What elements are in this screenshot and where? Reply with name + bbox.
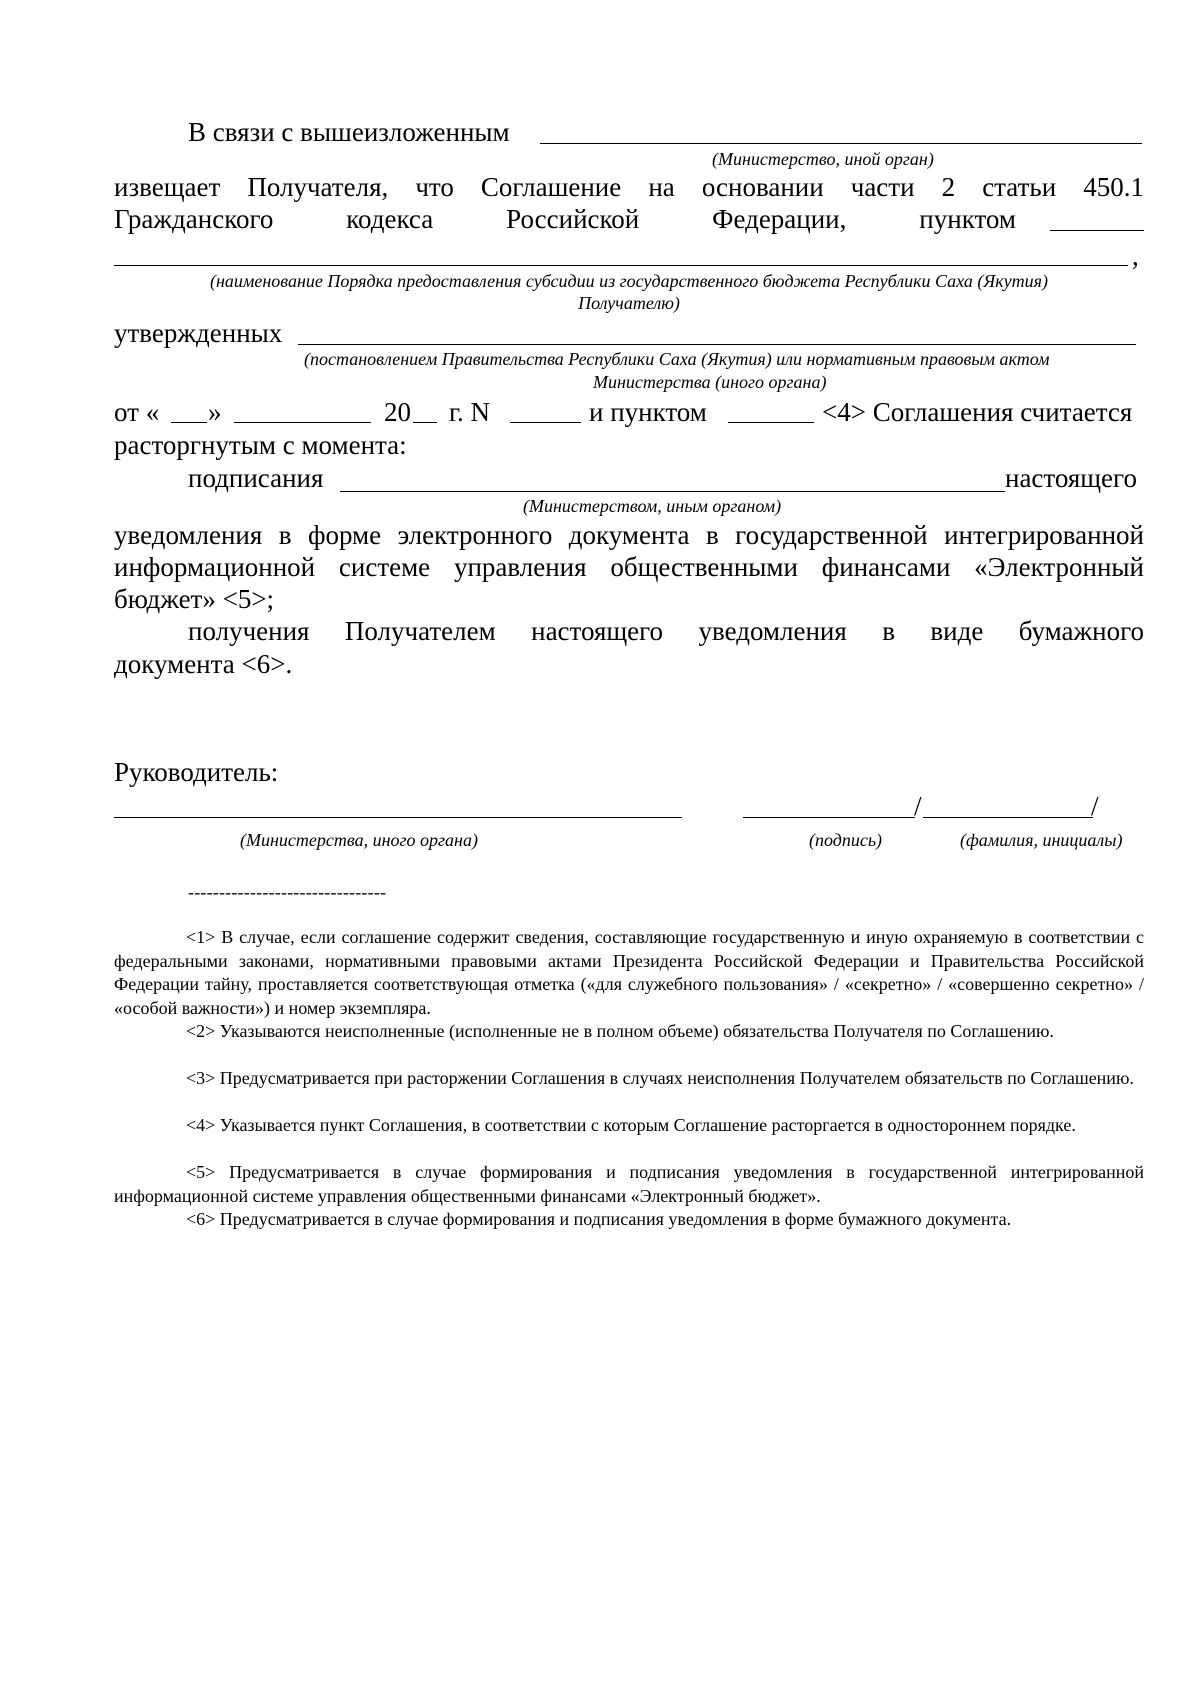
footnote-text: <4> Указывается пункт Соглашения, в соответствии с которым Соглашение расторгается в одностороннем порядке. — [186, 1115, 1076, 1135]
and-point-text: и пунктом — [589, 397, 707, 427]
clause-text: <4> Соглашения считается — [822, 397, 1133, 427]
footnote-text: <1> В случае, если соглашение содержит сведения, составляющие государственную и иную охраняемую в соответствии с федеральными законами, нормативными правовыми актами Президента Российской Федерации и Правительства Российской Федерации тайну, проставляется соответствующая отметка («для служебного пользования» / «секретно» / «совершенно секретно» / «особой важности») и номер экземпляра. — [114, 927, 1144, 1018]
footnote-text: <5> Предусматривается в случае формирования и подписания уведомления в государственной интегрированной информационной системе управления общественными финансами «Электронный бюджет». — [114, 1162, 1144, 1206]
date-close-quote: » — [208, 397, 222, 427]
para1-line2: Гражданского кодекса Российской Федерации, пунктом — [114, 204, 1016, 234]
notice-line2: информационной системе управления общественными финансами «Электронный — [114, 552, 1144, 582]
receipt-line2: документа <6>. — [114, 649, 293, 679]
caption-procedure-1: (наименование Порядка предоставления субсидии из государственного бюджета Республики Саха (Якутия) — [209, 271, 1049, 291]
receipt-line1: получения Получателем настоящего уведомления в виде бумажного — [188, 616, 1144, 646]
para1-line1: извещает Получателя, что Соглашение на основании части 2 статьи 450.1 — [114, 172, 1144, 202]
footnote-item — [114, 1161, 1144, 1208]
month-fill-line — [234, 422, 371, 423]
caption-signature: (подпись) — [809, 830, 883, 850]
caption-resolution-2: Министерства (иного органа) — [593, 372, 827, 392]
footnote-text: <6> Предусматривается в случае формирования и подписания уведомления в форме бумажного документа. — [186, 1209, 1012, 1229]
caption-procedure-2: Получателю) — [578, 293, 680, 313]
year-prefix-text: 20 — [384, 397, 411, 427]
body-lead-text: В связи с вышеизложенным — [188, 117, 510, 147]
comma-mark: , — [1132, 241, 1139, 271]
signing-ministry-fill-line — [340, 491, 1005, 492]
footnote-item — [114, 1208, 1144, 1232]
number-fill-line — [510, 422, 581, 423]
caption-ministry-genitive: (Министерства, иного органа) — [240, 830, 478, 850]
footnote-item — [114, 926, 1144, 1020]
procedure-fill-line — [114, 265, 1128, 266]
day-fill-line — [171, 422, 207, 423]
notice-line1: уведомления в форме электронного документа в государственной интегрированной — [114, 520, 1144, 550]
signing-lead-text: подписания — [188, 463, 324, 493]
slash-2: / — [1091, 791, 1099, 821]
caption-ministry: (Министерство, иной орган) — [712, 149, 934, 169]
notice-line3: бюджет» <5>; — [114, 584, 275, 614]
footnote-separator: -------------------------------- — [188, 882, 387, 902]
caption-name: (фамилия, инициалы) — [960, 830, 1123, 850]
footnote-text: <3> Предусматривается при расторжении Соглашения в случаях неисполнения Получателем обязательств по Соглашению. — [186, 1068, 1134, 1088]
head-label: Руководитель: — [114, 757, 279, 787]
approved-lead-text: утвержденных — [114, 318, 283, 348]
year-fill-line — [413, 422, 437, 423]
date-from-text: от « — [114, 397, 160, 427]
resolution-fill-line — [298, 344, 1136, 345]
slash-1: / — [914, 791, 922, 821]
ministry-fill-line — [540, 143, 1142, 144]
footnote-text: <2> Указываются неисполненные (исполненные не в полном объеме) обязательства Получателя по Соглашению. — [186, 1021, 1054, 1041]
signature-line — [743, 817, 915, 818]
point-fill-line — [1050, 230, 1144, 231]
name-line — [923, 817, 1093, 818]
caption-resolution-1: (постановлением Правительства Республики Саха (Якутия) или нормативным правовым актом — [304, 349, 1050, 369]
year-suffix-text: г. N — [449, 397, 491, 427]
caption-ministry-instrumental: (Министерством, иным органом) — [523, 496, 782, 516]
footnote-item — [114, 1114, 1144, 1138]
footnote-item — [114, 1067, 1144, 1091]
footnote-item — [114, 1020, 1144, 1044]
head-ministry-line — [114, 817, 682, 818]
this-word-text: настоящего — [1005, 463, 1137, 493]
clause-fill-line — [728, 422, 814, 423]
terminated-from-text: расторгнутым с момента: — [114, 430, 407, 460]
